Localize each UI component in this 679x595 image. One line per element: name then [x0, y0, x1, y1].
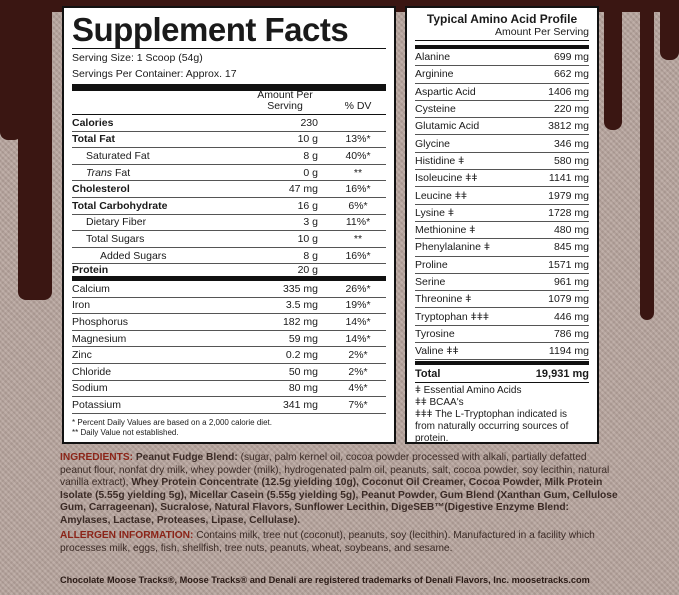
nutrient-amount: 0.2 mg: [285, 349, 318, 362]
nutrient-dv: 13%*: [345, 133, 371, 146]
amino-value: 220 mg: [553, 103, 589, 116]
nutrient-dv: 2%*: [348, 365, 368, 378]
amino-subtitle: Amount Per Serving: [415, 26, 589, 41]
nutrient-name: Saturated Fat: [86, 149, 150, 162]
amount-header: Amount Per Serving: [257, 89, 313, 112]
nutrient-dv: 16%*: [345, 183, 371, 196]
amino-row: [415, 187, 589, 204]
facts-row: [72, 181, 386, 198]
supplement-facts-title: Supplement Facts: [72, 12, 386, 49]
chocolate-drip: [0, 0, 22, 140]
allergen-text: [60, 530, 620, 555]
amino-name: Glycine: [415, 137, 451, 150]
facts-row: [72, 281, 386, 298]
facts-row: [72, 298, 386, 315]
facts-row: [72, 397, 386, 414]
facts-row: [72, 264, 386, 281]
nutrient-dv: 26%*: [345, 282, 371, 295]
amino-row: [415, 118, 589, 135]
nutrient-name: Calcium: [72, 282, 110, 295]
nutrient-dv: 7%*: [348, 398, 368, 411]
chocolate-drip: [18, 0, 52, 300]
nutrient-dv: 14%*: [345, 315, 371, 328]
facts-row: [72, 115, 386, 132]
allergen-detail: Contains milk, tree nut (coconut), peanuts, soy (lecithin). Manufactured in a facility which processes milk, eggs, fish, shellfish, tree nuts, peanuts, wheat, soybeans, and sesame.: [60, 530, 595, 554]
nutrient-dv: **: [353, 166, 363, 179]
amino-notes: [415, 383, 589, 445]
nutrient-name: Phosphorus: [72, 315, 129, 328]
nutrient-amount: 341 mg: [282, 398, 318, 411]
footnote-dv: * Percent Daily Values are based on a 2,000 calorie diet.: [72, 417, 272, 427]
nutrient-amount: 47 mg: [288, 183, 318, 196]
amino-name: Leucine ǂǂ: [415, 189, 467, 202]
allergen-label: ALLERGEN INFORMATION:: [60, 530, 194, 541]
amino-value: 1571 mg: [548, 258, 589, 271]
nutrient-dv: **: [353, 232, 363, 245]
amino-acid-panel: [405, 6, 599, 444]
facts-row: [72, 314, 386, 331]
amino-value: 662 mg: [553, 68, 589, 81]
nutrient-name: Sodium: [72, 382, 108, 395]
nutrient-amount: 335 mg: [282, 282, 318, 295]
facts-row: [72, 231, 386, 248]
facts-row: [72, 364, 386, 381]
note-tryptophan: ǂǂǂ The L-Tryptophan indicated is from naturally occurring sources of protein.: [415, 409, 569, 445]
amino-row: [415, 66, 589, 83]
amino-row: [415, 291, 589, 308]
note-essential: ǂ Essential Amino Acids: [415, 385, 522, 397]
facts-footnotes: [72, 414, 386, 438]
amino-total-value: 19,931 mg: [535, 367, 589, 380]
nutrient-name: Cholesterol: [72, 183, 130, 196]
nutrient-dv: 19%*: [345, 299, 371, 312]
facts-row: [72, 148, 386, 165]
amino-row: [415, 101, 589, 118]
amino-value: 961 mg: [553, 276, 589, 288]
facts-row: [72, 381, 386, 398]
amino-row: [415, 135, 589, 152]
amino-value: 699 mg: [553, 51, 589, 64]
nutrient-name: Dietary Fiber: [86, 216, 147, 229]
facts-rows: [72, 115, 386, 414]
amino-name: Arginine: [415, 68, 454, 81]
nutrient-amount: 3.5 mg: [285, 299, 318, 312]
chocolate-drip: [604, 0, 622, 130]
facts-row: [72, 248, 386, 265]
nutrient-name: Potassium: [72, 398, 122, 411]
amino-row: [415, 84, 589, 101]
nutrient-name: Total Fat: [72, 133, 115, 146]
amino-name: Alanine: [415, 51, 451, 64]
nutrient-name: Total Sugars: [86, 232, 145, 245]
nutrient-name: Chloride: [72, 365, 112, 378]
amino-row: [415, 326, 589, 343]
amino-value: 1406 mg: [548, 85, 589, 98]
amino-value: 1079 mg: [548, 293, 589, 306]
facts-row: [72, 132, 386, 149]
nutrient-dv: 14%*: [345, 332, 371, 345]
amino-value: 3812 mg: [548, 120, 589, 133]
amino-value: 480 mg: [553, 224, 589, 237]
chocolate-drip: [660, 0, 679, 60]
facts-row: [72, 347, 386, 364]
nutrient-amount: 59 mg: [288, 332, 318, 345]
amino-value: 1141 mg: [548, 172, 589, 185]
amino-name: Valine ǂǂ: [415, 345, 459, 358]
nutrient-amount: 0 g: [303, 166, 318, 179]
ingredient-list: Whey Protein Concentrate (12.5g yielding 10g), Coconut Oil Creamer, Cocoa Powder, Milk Protein Isolate (5.55g yielding 5g), Micellar Casein (5.55g yielding 5g), Peanut Powder, Gum Blend (Xanthan Gum, Cellulose Gum, Carrageenan), Sucralose, Natural Flavors, Sunflower Lecithin, DigeSEB™(Digestive Enzyme Blend: Amylases, Lactase, Proteases, Lipase, Cellulase).: [60, 477, 618, 526]
nutrient-amount: 3 g: [303, 216, 318, 229]
amino-row: [415, 222, 589, 239]
nutrient-amount: 20 g: [297, 264, 318, 277]
nutrient-name: Added Sugars: [100, 249, 167, 262]
nutrient-amount: 50 mg: [288, 365, 318, 378]
facts-row: [72, 198, 386, 215]
amino-name: Serine: [415, 276, 446, 288]
facts-row: [72, 331, 386, 348]
nutrient-amount: 230: [300, 116, 318, 129]
nutrient-dv: 2%*: [348, 349, 368, 362]
amino-name: Cysteine: [415, 103, 456, 116]
amino-value: 786 mg: [553, 327, 589, 340]
amino-name: Threonine ǂ: [415, 293, 472, 306]
nutrient-amount: 80 mg: [288, 382, 318, 395]
nutrient-amount: 182 mg: [282, 315, 318, 328]
nutrient-name: Trans Fat: [86, 166, 131, 179]
amino-name: Proline: [415, 258, 448, 271]
amino-total-label: Total: [415, 367, 441, 380]
amino-name: Glutamic Acid: [415, 120, 480, 133]
nutrient-dv: 16%*: [345, 249, 371, 262]
amino-name: Methionine ǂ: [415, 224, 476, 237]
amino-row: [415, 239, 589, 256]
amino-value: 1728 mg: [548, 206, 589, 219]
amino-total-row: [415, 361, 589, 383]
amino-value: 1194 mg: [548, 345, 589, 358]
amino-name: Tryptophan ǂǂǂ: [415, 310, 490, 323]
nutrient-name: Calories: [72, 116, 114, 129]
dv-header: % DV: [344, 100, 372, 112]
nutrient-dv: 6%*: [348, 199, 368, 212]
facts-header-row: [72, 91, 386, 115]
nutrient-name: Total Carbohydrate: [72, 199, 168, 212]
amino-value: 580 mg: [553, 154, 589, 167]
footnote-not-established: ** Daily Value not established.: [72, 427, 179, 437]
nutrient-name: Zinc: [72, 349, 92, 362]
note-bcaa: ǂǂ BCAA's: [415, 397, 464, 409]
nutrient-dv: 4%*: [348, 382, 368, 395]
ingredients-text: [60, 452, 620, 528]
amino-value: 845 mg: [553, 241, 589, 254]
nutrient-amount: 10 g: [297, 232, 318, 245]
amino-row: [415, 274, 589, 291]
facts-row: [72, 165, 386, 182]
nutrient-amount: 8 g: [303, 149, 318, 162]
amino-name: Histidine ǂ: [415, 154, 465, 167]
nutrient-dv: 40%*: [345, 149, 371, 162]
nutrient-name: Magnesium: [72, 332, 127, 345]
amino-name: Tyrosine: [415, 327, 455, 340]
serving-size: Serving Size: 1 Scoop (54g): [72, 52, 203, 64]
chocolate-drip: [640, 0, 654, 320]
supplement-facts-panel: [62, 6, 396, 444]
nutrient-name: Iron: [72, 299, 91, 312]
amino-value: 346 mg: [553, 137, 589, 150]
nutrient-dv: 11%*: [345, 216, 371, 229]
amino-row: [415, 257, 589, 274]
servings-per-container: Servings Per Container: Approx. 17: [72, 68, 237, 80]
nutrient-amount: 8 g: [303, 249, 318, 262]
ingredient-blend-detail: (sugar, palm kernel oil, cocoa powder processed with alkali, partially defatted peanut flour, nonfat dry milk, whey powder (milk), hydrogenated palm oil, peanuts, salt, cocoa powder, soy lecithin, natural vanilla extract),: [60, 452, 610, 489]
amino-row: [415, 308, 589, 325]
facts-row: [72, 215, 386, 232]
ingredient-blend: Peanut Fudge Blend:: [135, 452, 238, 463]
nutrient-name: Protein: [72, 264, 109, 277]
amino-row: [415, 153, 589, 170]
amino-name: Phenylalanine ǂ: [415, 241, 491, 254]
amino-row: [415, 49, 589, 66]
amino-row: [415, 343, 589, 360]
amino-title: Typical Amino Acid Profile: [426, 12, 578, 26]
amino-value: 1979 mg: [548, 189, 589, 202]
nutrient-amount: 10 g: [297, 133, 318, 146]
divider: [72, 84, 386, 91]
trademark-line: Chocolate Moose Tracks®, Moose Tracks® and Denali are registered trademarks of Denali Flavors, Inc. moosetracks.com: [60, 575, 590, 585]
amino-value: 446 mg: [553, 310, 589, 323]
amino-row: [415, 205, 589, 222]
amino-rows: [415, 49, 589, 360]
amino-row: [415, 170, 589, 187]
amino-name: Lysine ǂ: [415, 206, 455, 219]
amino-name: Aspartic Acid: [415, 85, 476, 98]
nutrient-amount: 16 g: [297, 199, 318, 212]
amino-name: Isoleucine ǂǂ: [415, 172, 478, 185]
ingredients-label: INGREDIENTS:: [60, 452, 134, 463]
